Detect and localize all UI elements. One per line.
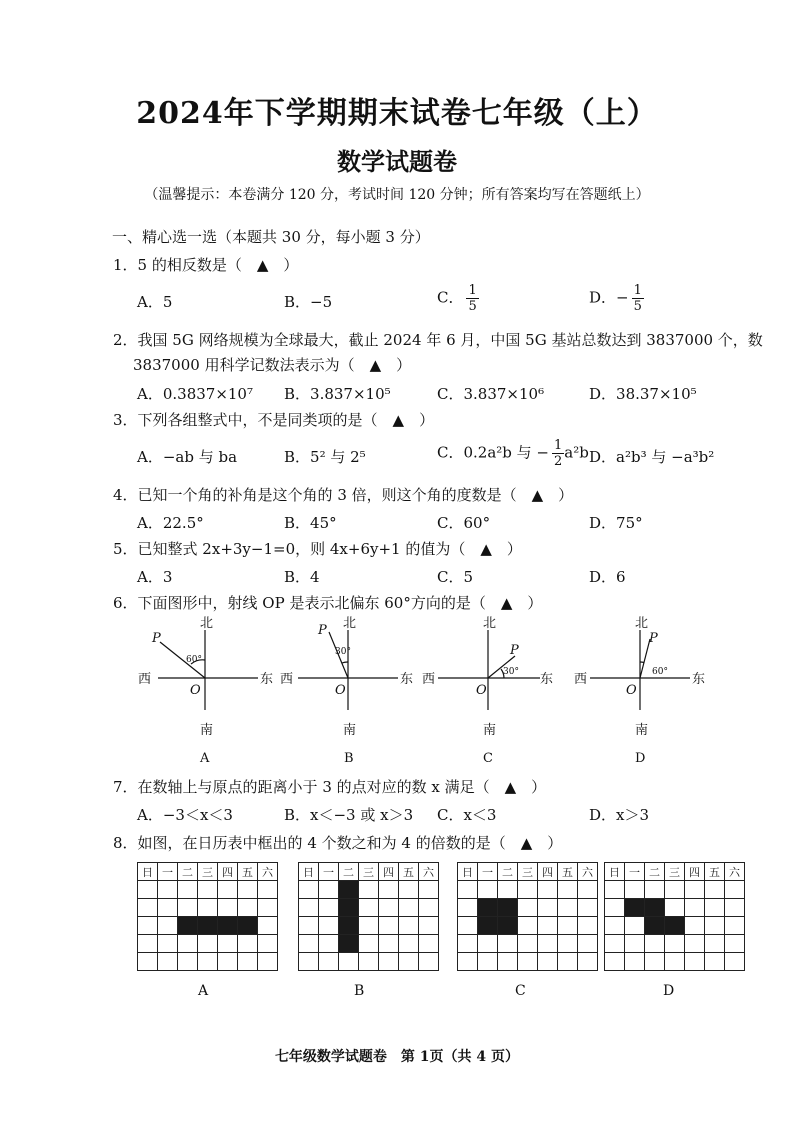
calendar-cell: [258, 881, 278, 899]
calendar-cell: [419, 953, 439, 971]
calendar-cell: [399, 953, 419, 971]
calendar-cell: [379, 881, 399, 899]
calendar-cell: [218, 917, 238, 935]
calendar-cell: [218, 935, 238, 953]
calendar-cell: [399, 881, 419, 899]
calendar-cell: [158, 899, 178, 917]
calendar-cell: [705, 953, 725, 971]
calendar-cell: [458, 935, 478, 953]
weekday-header: 四: [218, 863, 238, 881]
calendar-cell: [645, 917, 665, 935]
weekday-header: 六: [419, 863, 439, 881]
diagram-d-east: 东: [692, 672, 706, 687]
calendar-cell: [558, 899, 578, 917]
calendar-cell: [178, 953, 198, 971]
question-2-option-b: B．3.837×10⁵: [284, 385, 391, 403]
weekday-header: 二: [645, 863, 665, 881]
weekday-header: 三: [198, 863, 218, 881]
question-3-stem: 3．下列各组整式中，不是同类项的是（ ▲ ）: [113, 411, 435, 429]
calendar-c: [457, 862, 598, 971]
diagram-c-point: P: [510, 643, 519, 658]
calendar-cell: [238, 899, 258, 917]
question-3-option-a: A．−ab 与 ba: [137, 448, 238, 466]
diagram-d-point: P: [649, 631, 658, 646]
calendar-cell: [625, 935, 645, 953]
calendar-cell: [725, 935, 745, 953]
calendar-cell: [198, 953, 218, 971]
calendar-cell: [625, 881, 645, 899]
calendar-cell: [218, 953, 238, 971]
calendar-cell: [419, 935, 439, 953]
calendar-cell: [299, 953, 319, 971]
calendar-cell: [158, 935, 178, 953]
weekday-header: 二: [339, 863, 359, 881]
calendar-cell: [685, 917, 705, 935]
calendar-cell: [198, 899, 218, 917]
weekday-header: 六: [578, 863, 598, 881]
diagram-d-angle: 60°: [652, 667, 668, 677]
diagram-d-west: 西: [574, 672, 588, 687]
diagram-b-north: 北: [343, 616, 357, 631]
question-2-stem-line2: 3837000 用科学记数法表示为（ ▲ ）: [133, 356, 412, 374]
diagram-d-south: 南: [635, 723, 649, 738]
question-4-option-c: C．60°: [437, 514, 491, 532]
calendar-cell: [359, 935, 379, 953]
diagram-d-origin: O: [626, 683, 637, 698]
calendar-cell: [578, 917, 598, 935]
weekday-header: 一: [478, 863, 498, 881]
calendar-cell: [138, 899, 158, 917]
calendar-cell: [478, 899, 498, 917]
calendar-cell: [178, 899, 198, 917]
calendar-cell: [518, 881, 538, 899]
calendar-cell: [359, 899, 379, 917]
calendar-cell: [319, 935, 339, 953]
calendar-cell: [379, 917, 399, 935]
calendar-cell: [665, 899, 685, 917]
calendar-cell: [339, 953, 359, 971]
question-2-stem-line1: 2．我国 5G 网络规模为全球最大，截止 2024 年 6 月，中国 5G 基站总数达到 3837000 个，数: [113, 331, 763, 349]
calendar-cell: [399, 899, 419, 917]
diagram-b-east: 东: [400, 672, 414, 687]
diagram-c-south: 南: [483, 723, 497, 738]
weekday-header: 日: [299, 863, 319, 881]
weekday-header: 三: [665, 863, 685, 881]
calendar-cell: [258, 899, 278, 917]
calendar-cell: [685, 899, 705, 917]
calendar-cell: [458, 953, 478, 971]
calendar-cell: [218, 881, 238, 899]
calendar-cell: [379, 935, 399, 953]
calendar-cell: [498, 917, 518, 935]
calendar-cell: [478, 881, 498, 899]
diagram-a-east: 东: [260, 672, 274, 687]
calendar-cell: [558, 935, 578, 953]
calendar-cell: [198, 881, 218, 899]
calendar-cell: [138, 881, 158, 899]
question-5-option-b: B．4: [284, 568, 320, 586]
weekday-header: 一: [319, 863, 339, 881]
calendar-cell: [299, 899, 319, 917]
calendar-cell: [685, 953, 705, 971]
calendar-cell: [218, 899, 238, 917]
calendar-cell: [625, 917, 645, 935]
calendar-cell: [518, 917, 538, 935]
diagram-a-angle: 60°: [186, 655, 202, 665]
calendar-cell: [665, 935, 685, 953]
calendar-cell: [578, 881, 598, 899]
diagram-c-angle: 30°: [503, 667, 519, 677]
calendar-cell: [339, 917, 359, 935]
calendar-cell: [578, 899, 598, 917]
diagram-a-label: A: [200, 751, 210, 766]
calendar-cell: [558, 917, 578, 935]
calendar-cell: [605, 881, 625, 899]
calendar-cell: [238, 935, 258, 953]
calendar-cell: [399, 935, 419, 953]
calendar-cell: [158, 917, 178, 935]
calendar-cell: [645, 881, 665, 899]
calendar-cell: [138, 953, 158, 971]
question-7-option-c: C．x＜3: [437, 806, 497, 824]
question-5-option-d: D．6: [589, 568, 626, 586]
weekday-header: 日: [138, 863, 158, 881]
question-2-option-d: D．38.37×10⁵: [589, 385, 697, 403]
diagram-c-label: C: [483, 751, 493, 766]
question-1-option-d: D．− $\frac{1}{5}$: [589, 283, 642, 314]
question-4-option-a: A．22.5°: [137, 514, 204, 532]
calendar-cell: [518, 953, 538, 971]
calendar-cell: [665, 881, 685, 899]
question-7-option-a: A．−3＜x＜3: [137, 806, 233, 824]
question-7-stem: 7．在数轴上与原点的距离小于 3 的点对应的数 x 满足（ ▲ ）: [113, 778, 547, 796]
weekday-header: 日: [605, 863, 625, 881]
calendar-cell: [319, 953, 339, 971]
question-2-option-c: C．3.837×10⁶: [437, 385, 545, 403]
calendar-cell: [319, 899, 339, 917]
calendar-cell: [359, 881, 379, 899]
question-1-option-c: C． $\frac{1}{5}$: [437, 283, 477, 314]
calendar-cell: [605, 953, 625, 971]
diagram-b-angle: 30°: [335, 647, 351, 657]
weekday-header: 三: [518, 863, 538, 881]
calendar-cell: [198, 917, 218, 935]
calendar-cell: [498, 953, 518, 971]
calendar-cell: [605, 935, 625, 953]
calendar-cell: [319, 917, 339, 935]
diagram-c-origin: O: [476, 683, 487, 698]
question-5-stem: 5．已知整式 2x+3y−1=0，则 4x+6y+1 的值为（ ▲ ）: [113, 540, 522, 558]
diagram-a-north: 北: [200, 616, 214, 631]
calendar-c-label: C: [515, 983, 526, 999]
weekday-header: 六: [258, 863, 278, 881]
weekday-header: 五: [238, 863, 258, 881]
calendar-cell: [238, 917, 258, 935]
question-5-option-c: C．5: [437, 568, 474, 586]
diagram-b-point: P: [318, 623, 327, 638]
calendar-cell: [478, 953, 498, 971]
weekday-header: 日: [458, 863, 478, 881]
calendar-cell: [478, 917, 498, 935]
calendar-cell: [458, 881, 478, 899]
weekday-header: 二: [178, 863, 198, 881]
weekday-header: 四: [379, 863, 399, 881]
question-5-option-a: A．3: [137, 568, 173, 586]
question-7-option-b: B．x＜−3 或 x＞3: [284, 806, 414, 824]
question-3-option-d: D．a²b³ 与 −a³b²: [589, 448, 715, 466]
question-2-option-a: A．0.3837×10⁷: [137, 385, 253, 403]
calendar-cell: [158, 881, 178, 899]
question-4-option-b: B．45°: [284, 514, 337, 532]
diagram-a-point: P: [152, 631, 161, 646]
calendar-cell: [419, 917, 439, 935]
diagram-c-east: 东: [540, 672, 554, 687]
calendar-cell: [458, 917, 478, 935]
calendar-cell: [419, 899, 439, 917]
weekday-header: 六: [725, 863, 745, 881]
calendar-cell: [498, 899, 518, 917]
diagram-a-west: 西: [138, 672, 152, 687]
weekday-header: 四: [538, 863, 558, 881]
calendar-cell: [258, 953, 278, 971]
calendar-cell: [665, 917, 685, 935]
calendar-cell: [725, 953, 745, 971]
calendar-cell: [238, 881, 258, 899]
weekday-header: 五: [399, 863, 419, 881]
calendar-cell: [685, 881, 705, 899]
question-4-stem: 4．已知一个角的补角是这个角的 3 倍，则这个角的度数是（ ▲ ）: [113, 486, 574, 504]
exam-notice: （温馨提示：本卷满分 120 分，考试时间 120 分钟；所有答案均写在答题纸上）: [144, 187, 650, 203]
question-3-option-b: B．5² 与 2⁵: [284, 448, 366, 466]
calendar-cell: [399, 917, 419, 935]
calendar-cell: [538, 917, 558, 935]
question-7-option-d: D．x＞3: [589, 806, 650, 824]
calendar-a: [137, 862, 278, 971]
section-heading: 一、精心选一选（本题共 30 分，每小题 3 分）: [112, 228, 430, 246]
calendar-cell: [198, 935, 218, 953]
calendar-cell: [538, 881, 558, 899]
calendar-cell: [359, 953, 379, 971]
calendar-cell: [419, 881, 439, 899]
calendar-cell: [158, 953, 178, 971]
exam-title: 2024年下学期期末试卷七年级（上）: [136, 96, 658, 131]
calendar-cell: [558, 953, 578, 971]
question-8-stem: 8．如图，在日历表中框出的 4 个数之和为 4 的倍数的是（ ▲ ）: [113, 834, 563, 852]
weekday-header: 一: [625, 863, 645, 881]
weekday-header: 三: [359, 863, 379, 881]
calendar-b: [298, 862, 439, 971]
calendar-cell: [478, 935, 498, 953]
diagram-c-north: 北: [483, 616, 497, 631]
calendar-cell: [558, 881, 578, 899]
question-1-option-b: B．−5: [284, 293, 333, 311]
calendar-cell: [685, 935, 705, 953]
page-footer: 七年级数学试题卷 第 1页（共 4 页）: [274, 1049, 520, 1065]
direction-diagrams: [130, 612, 710, 770]
calendar-cell: [178, 917, 198, 935]
calendar-cell: [339, 881, 359, 899]
calendar-cell: [258, 935, 278, 953]
calendar-cell: [498, 935, 518, 953]
diagram-a-south: 南: [200, 723, 214, 738]
calendar-cell: [665, 953, 685, 971]
calendar-cell: [458, 899, 478, 917]
question-3-option-c: C．0.2a²b 与 − $\frac{1}{2}$ a²b: [437, 438, 589, 469]
calendar-a-label: A: [198, 983, 209, 999]
calendar-cell: [538, 953, 558, 971]
diagram-b-label: B: [344, 751, 354, 766]
calendar-cell: [538, 899, 558, 917]
calendar-cell: [299, 935, 319, 953]
calendar-cell: [379, 953, 399, 971]
calendar-cell: [498, 881, 518, 899]
weekday-header: 五: [705, 863, 725, 881]
calendar-cell: [518, 935, 538, 953]
calendar-cell: [645, 953, 665, 971]
weekday-header: 五: [558, 863, 578, 881]
diagram-b-west: 西: [280, 672, 294, 687]
exam-subtitle: 数学试题卷: [337, 147, 457, 176]
calendar-cell: [578, 953, 598, 971]
calendar-cell: [319, 881, 339, 899]
calendar-d: [604, 862, 745, 971]
calendar-cell: [705, 899, 725, 917]
question-1-option-a: A．5: [137, 293, 173, 311]
diagram-a-origin: O: [190, 683, 201, 698]
calendar-cell: [625, 953, 645, 971]
calendar-cell: [705, 935, 725, 953]
calendar-cell: [705, 917, 725, 935]
calendar-cell: [725, 881, 745, 899]
diagram-d-label: D: [635, 751, 646, 766]
calendar-cell: [258, 917, 278, 935]
calendar-cell: [605, 917, 625, 935]
calendar-cell: [359, 917, 379, 935]
question-6-stem: 6．下面图形中，射线 OP 是表示北偏东 60°方向的是（ ▲ ）: [113, 594, 543, 612]
calendar-cell: [725, 899, 745, 917]
calendar-cell: [605, 899, 625, 917]
calendar-cell: [178, 935, 198, 953]
weekday-header: 一: [158, 863, 178, 881]
calendar-b-label: B: [354, 983, 365, 999]
question-4-option-d: D．75°: [589, 514, 643, 532]
calendar-cell: [625, 899, 645, 917]
diagram-b-south: 南: [343, 723, 357, 738]
calendar-cell: [705, 881, 725, 899]
calendar-cell: [578, 935, 598, 953]
diagram-c-west: 西: [422, 672, 436, 687]
question-1-stem: 1．5 的相反数是（ ▲ ）: [113, 256, 299, 274]
calendar-cell: [178, 881, 198, 899]
calendar-cell: [339, 935, 359, 953]
calendar-d-label: D: [663, 983, 675, 999]
calendar-cell: [645, 899, 665, 917]
calendar-cell: [518, 899, 538, 917]
diagram-d-north: 北: [635, 616, 649, 631]
calendar-cell: [299, 917, 319, 935]
calendar-cell: [138, 935, 158, 953]
calendar-cell: [645, 935, 665, 953]
calendar-cell: [299, 881, 319, 899]
calendar-cell: [538, 935, 558, 953]
weekday-header: 二: [498, 863, 518, 881]
calendar-cell: [379, 899, 399, 917]
calendar-cell: [339, 899, 359, 917]
weekday-header: 四: [685, 863, 705, 881]
diagram-b-origin: O: [335, 683, 346, 698]
calendar-cell: [138, 917, 158, 935]
calendar-cell: [725, 917, 745, 935]
calendar-cell: [238, 953, 258, 971]
